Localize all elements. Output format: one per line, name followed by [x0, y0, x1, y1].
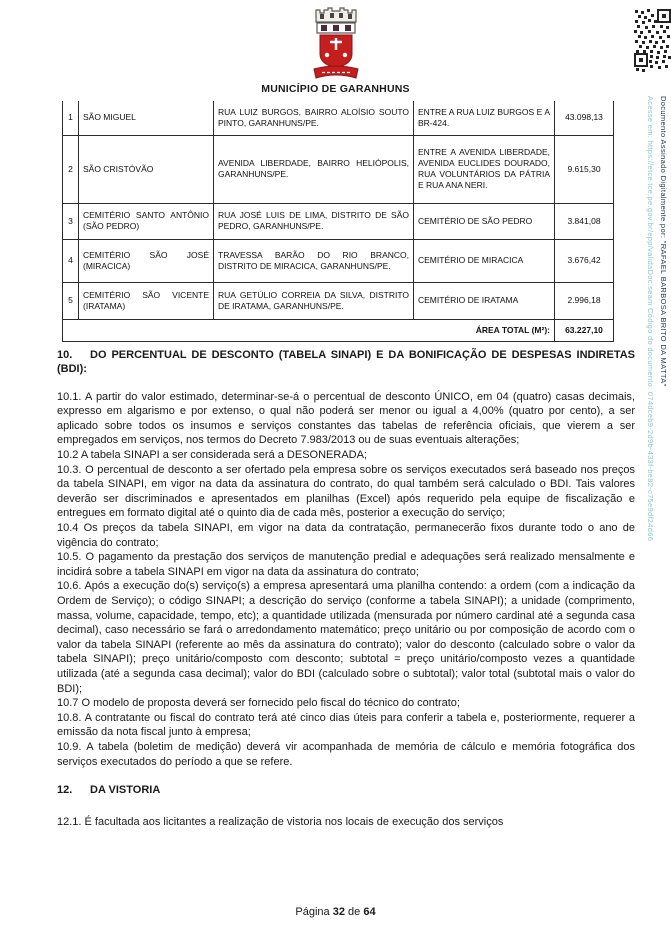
section-12-heading	[57, 783, 635, 798]
paragraph-10-4: 10.4 Os preços da tabela SINAPI, em vigor na data da contratação, permanecerão fixos durante todo o ano de vigência do contrato;	[57, 522, 635, 549]
row-number-cell: 4	[63, 239, 79, 282]
site-name-cell: SÃO CRISTÓVÃO	[79, 135, 214, 203]
location-ref-cell: ENTRE A RUA LUIZ BURGOS E A BR-424.	[414, 101, 555, 135]
paragraph-10-6: 10.6. Após a execução do(s) serviço(s) a empresa apresentará uma planilha contendo: a ordem (com a indicação da Ordem de Serviço); o código SINAPI; a descrição do serviço (conforme a tabela SINAPI); a unidade (comprimento, massa, volume, capacidade, tempo, etc); a quantidade utilizada (mensurada por número cardinal até a segunda casa decimal), caso necessário se fará o arredondamento matemático; preço unitário ou por composição de acordo com o valor da tabela SINAPI (referente ao mês da assinatura do contrato); valor do desconto (calculado sobre o valor da tabela SINAPI); preço unitário/composto com desconto; subtotal = preço unitário/composto vezes a quantidade utilizada (até a segunda casa decimal); valor do BDI (calculado sobre o subtotal); valor total (subtotal mais o valor do BDI);	[57, 580, 635, 695]
paragraph-10-8: 10.8. A contratante ou fiscal do contrato terá até cinco dias úteis para conferir a tabela e, posteriormente, requerer a emissão da nota fiscal junto à empresa;	[57, 711, 635, 739]
address-cell: TRAVESSA BARÃO DO RIO BRANCO, DISTRITO DE MIRACICA, GARANHUNS/PE.	[214, 239, 414, 282]
address-cell: RUA GETÚLIO CORREIA DA SILVA, DISTRITO DE IRATAMA, GARANHUNS/PE.	[214, 282, 414, 319]
qr-code	[634, 9, 671, 72]
paragraph-10-9: 10.9. A tabela (boletim de medição) deverá vir acompanhada de memória de cálculo e memória fotográfica dos serviços executados do período a que se refere.	[57, 740, 635, 768]
paragraph-10-3: 10.3. O percentual de desconto a ser ofertado pela empresa sobre os serviços executados será baseado nos preços da tabela SINAPI, em vigor na data da assinatura do contrato, do qual também será calculado o BDI. Tais valores deverão ser discriminados e apresentados em planilhas (Excel) após requerido pela equipe de fiscalização e entregues em formato digital até o quinto dia de cada mês, posterior a execução do serviço;	[57, 463, 635, 520]
site-name-cell: SÃO MIGUEL	[79, 101, 214, 135]
paragraph-10-2: 10.2 A tabela SINAPI a ser considerada será a DESONERADA;	[57, 449, 367, 462]
paragraph-10-7: 10.7 O modelo de proposta deverá ser fornecido pelo fiscal do técnico do contrato;	[57, 697, 460, 710]
document-sections	[57, 348, 635, 830]
area-cell: 3.841,08	[555, 203, 614, 239]
address-cell: AVENIDA LIBERDADE, BAIRRO HELIÓPOLIS, GARANHUNS/PE.	[214, 135, 414, 203]
footer-page-number: 32	[332, 906, 345, 918]
area-cell: 43.098,13	[555, 101, 614, 135]
paragraph-12-1: 12.1. É facultada aos licitantes a realização de vistoria nos locais de execução dos serviços	[57, 815, 504, 828]
total-area-value: 63.227,10	[555, 319, 614, 341]
address-cell: RUA JOSÉ LUIS DE LIMA, DISTRITO DE SÃO PEDRO, GARANHUNS/PE.	[214, 203, 414, 239]
row-number-cell: 2	[63, 135, 79, 203]
area-cell: 2.996,18	[555, 282, 614, 319]
table-row	[63, 239, 614, 282]
table-row	[63, 203, 614, 239]
table-row	[63, 135, 614, 203]
site-name-cell: CEMITÉRIO SÃO JOSÉ (MIRACICA)	[79, 239, 214, 282]
site-name-cell: CEMITÉRIO SANTO ANTÔNIO (SÃO PEDRO)	[79, 203, 214, 239]
section-10-number: 10.	[57, 348, 73, 361]
footer-of-label: de	[348, 906, 361, 918]
row-number-cell: 5	[63, 282, 79, 319]
table-total-row	[63, 319, 614, 341]
paragraph-10-1: 10.1. A partir do valor estimado, determinar-se-á o percentual de desconto ÚNICO, em 04 (quatro) casas decimais, expresso em algarismo e por extenso, o qual não poderá ser menor ou igual a 4,00% (quatro por cento), a ser aplicado sobre todos os insumos e serviços constantes das tabelas de referência oficiais, que vierem a ser empregados em serviços, nos termos do Decreto 7.983/2013 ou de suas eventuais alterações;	[57, 390, 635, 447]
section-12-number: 12.	[57, 784, 73, 797]
section-10-title: DO PERCENTUAL DE DESCONTO (TABELA SINAPI) E DA BONIFICAÇÃO DE DESPESAS INDIRETAS (BDI):	[57, 348, 635, 376]
garanhuns-coat-of-arms-icon	[308, 6, 364, 87]
row-number-cell: 3	[63, 203, 79, 239]
paragraph-10-5: 10.5. O pagamento da prestação dos serviços de manutenção predial e adequações será realizado mensalmente e incidirá sobre a tabela SINAPI em vigor na data da assinatura do contrato;	[57, 551, 635, 578]
location-ref-cell: ENTRE A AVENIDA LIBERDADE, AVENIDA EUCLIDES DOURADO, RUA VOLUNTÁRIOS DA PÁTRIA E RUA ANA NERI.	[414, 135, 555, 203]
site-name-cell: CEMITÉRIO SÃO VICENTE (IRATAMA)	[79, 282, 214, 319]
location-ref-cell: CEMITÉRIO DE MIRACICA	[414, 239, 555, 282]
section-12-title: DA VISTORIA	[90, 784, 161, 797]
row-number-cell: 1	[63, 101, 79, 135]
signature-signed-by-text: Documento Assinado Digitalmente por: "RAFAEL BARBOSA BRITO DA MATTA"	[659, 96, 668, 387]
document-content	[57, 101, 635, 829]
address-cell: RUA LUIZ BURGOS, BAIRRO ALOÍSIO SOUTO PINTO, GARANHUNS/PE.	[214, 101, 414, 135]
location-ref-cell: CEMITÉRIO DE IRATAMA	[414, 282, 555, 319]
location-ref-cell: CEMITÉRIO DE SÃO PEDRO	[414, 203, 555, 239]
footer-page-label: Página	[295, 906, 330, 918]
area-cell: 9.615,30	[555, 135, 614, 203]
total-area-label: ÁREA TOTAL (M²):	[63, 319, 555, 341]
page-footer	[0, 906, 671, 918]
cemetery-locations-table	[62, 101, 614, 342]
footer-total-pages: 64	[363, 906, 376, 918]
municipality-title: MUNICÍPIO DE GARANHUNS	[261, 83, 410, 95]
table-row	[63, 282, 614, 319]
area-cell: 3.676,42	[555, 239, 614, 282]
section-10-heading	[57, 348, 635, 377]
table-row	[63, 101, 614, 135]
signature-validation-link-text: Acesse em: https://etce.tce.pe.gov.br/epp/validaDoc.seam Código do documento: 074dceb9-2d9b-433f-be82-c75e9df24d66	[646, 96, 655, 542]
